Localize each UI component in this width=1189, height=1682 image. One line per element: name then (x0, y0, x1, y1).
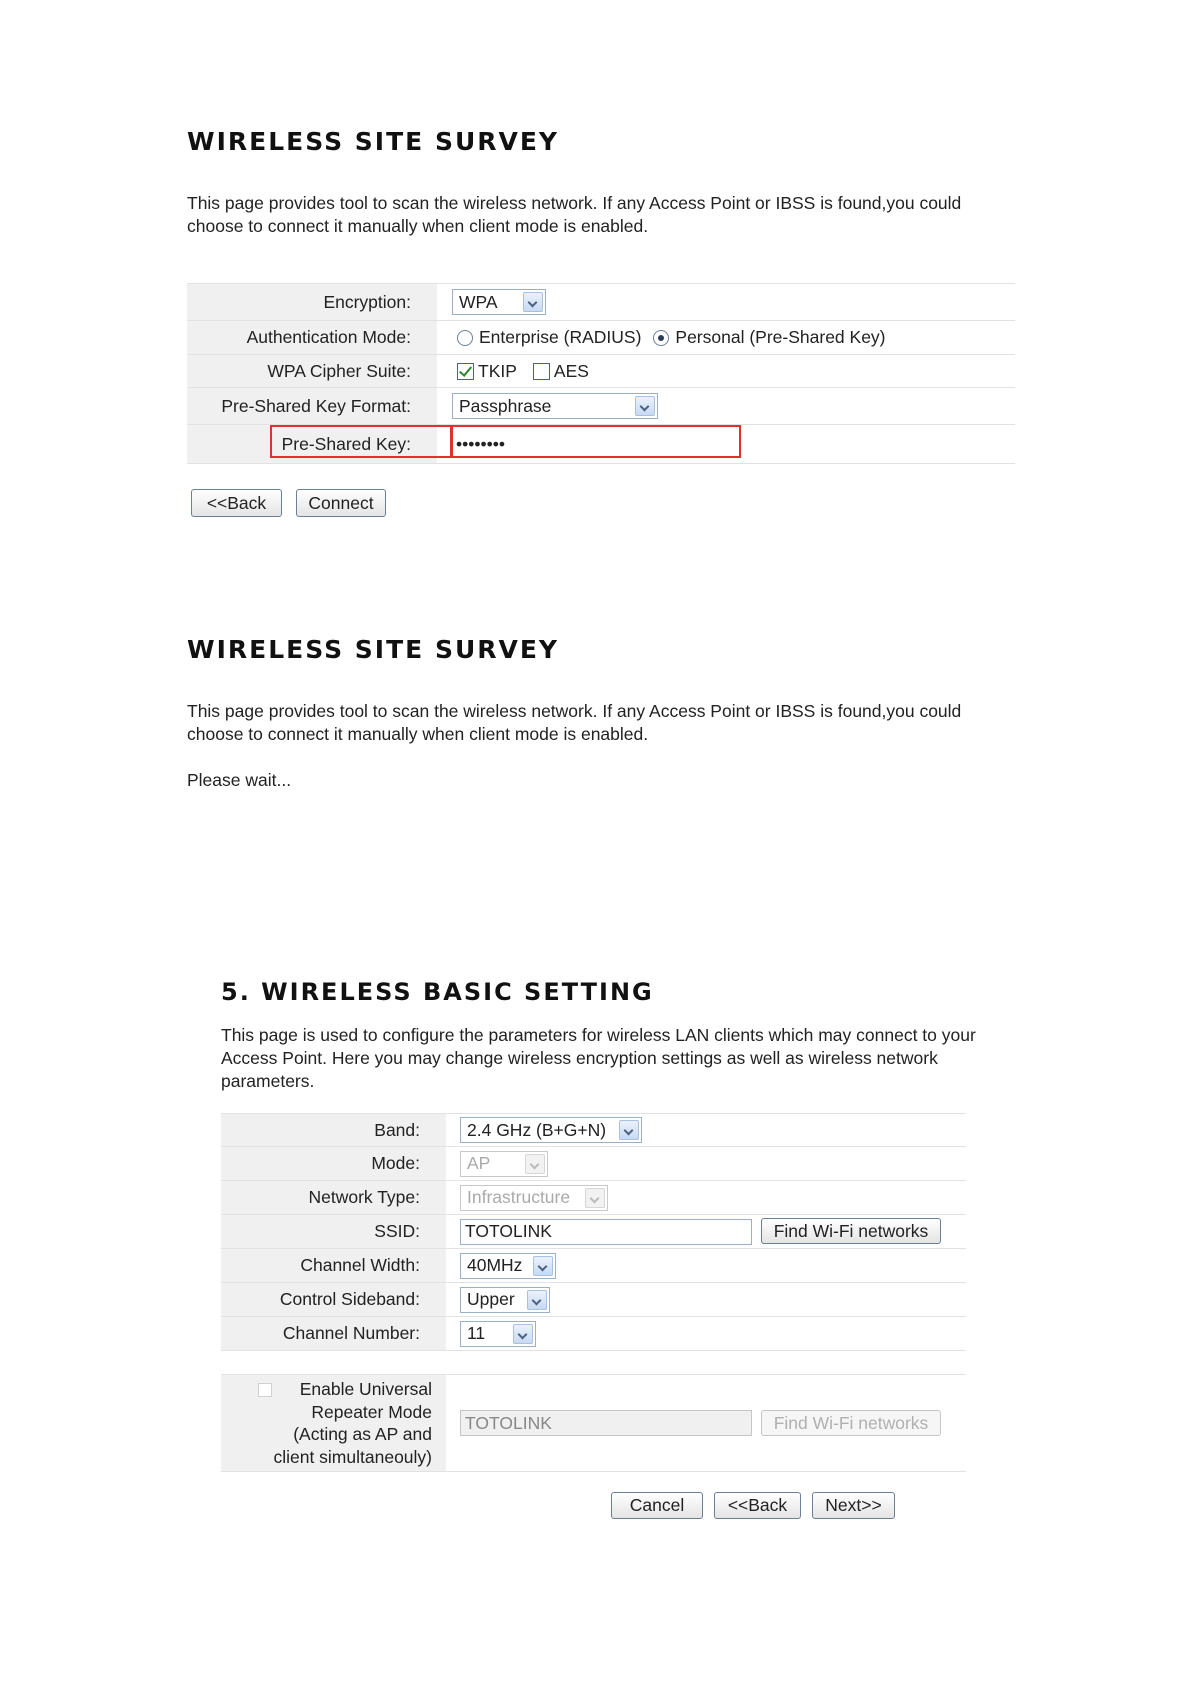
enterprise-radio-label: Enterprise (RADIUS) (479, 327, 642, 347)
repeater-find-wifi-button[interactable]: Find Wi-Fi networks (761, 1410, 941, 1436)
control-sideband-label: Control Sideband: (221, 1283, 446, 1316)
aes-label: AES (553, 360, 589, 381)
mode-select[interactable] (460, 1151, 548, 1177)
psk-label-highlight (270, 425, 452, 458)
channel-number-select[interactable] (460, 1321, 536, 1347)
chevron-down-icon (525, 1154, 545, 1174)
back-button[interactable]: <<Back (191, 489, 282, 517)
tkip-label: TKIP (478, 360, 517, 381)
chevron-down-icon[interactable] (635, 396, 655, 416)
network-type-label: Network Type: (221, 1181, 446, 1214)
channel-number-row (221, 1317, 966, 1351)
site-survey-panel-2 (0, 560, 1189, 920)
page-title: WIRELESS SITE SURVEY (187, 127, 560, 156)
channel-width-label: Channel Width: (221, 1249, 446, 1282)
control-sideband-select[interactable] (460, 1287, 550, 1313)
network-type-select[interactable] (460, 1185, 608, 1211)
psk-format-row (187, 388, 1015, 425)
psk-format-value: Passphrase (459, 395, 552, 416)
chevron-down-icon[interactable] (527, 1290, 547, 1310)
repeater-label-cell (221, 1375, 446, 1471)
channel-width-row (221, 1249, 966, 1283)
cipher-suite-label: WPA Cipher Suite: (187, 355, 437, 387)
repeater-label: Enable Universal Repeater Mode (Acting as AP and client simultaneouly) (273, 1379, 432, 1467)
repeater-row (221, 1375, 966, 1472)
repeater-checkbox[interactable] (258, 1383, 272, 1397)
enterprise-radio[interactable] (457, 330, 473, 346)
back-button[interactable]: <<Back (714, 1492, 801, 1519)
psk-format-label: Pre-Shared Key Format: (187, 388, 437, 424)
mode-row (221, 1147, 966, 1181)
page-description: This page provides tool to scan the wireless network. If any Access Point or IBSS is found,you could choose to connect it manually when client mode is enabled. (187, 193, 962, 236)
chevron-down-icon[interactable] (619, 1120, 639, 1140)
chevron-down-icon[interactable] (533, 1256, 553, 1276)
channel-number-label: Channel Number: (221, 1317, 446, 1350)
page-title: 5. WIRELESS BASIC SETTING (221, 978, 654, 1006)
status-text: Please wait... (187, 770, 292, 790)
tkip-checkbox[interactable] (457, 363, 474, 380)
find-wifi-button[interactable]: Find Wi-Fi networks (761, 1218, 941, 1244)
band-select[interactable] (460, 1117, 642, 1143)
encryption-label: Encryption: (187, 284, 437, 320)
network-type-row (221, 1181, 966, 1215)
cancel-button[interactable]: Cancel (611, 1492, 703, 1519)
page-title: WIRELESS SITE SURVEY (187, 635, 560, 664)
personal-radio[interactable] (653, 330, 669, 346)
control-sideband-value: Upper (467, 1289, 515, 1309)
chevron-down-icon (585, 1188, 605, 1208)
wireless-basic-setting-panel (0, 960, 1189, 1520)
ssid-row (221, 1215, 966, 1249)
page-description: This page provides tool to scan the wireless network. If any Access Point or IBSS is found,you could choose to connect it manually when client mode is enabled. (187, 701, 962, 744)
personal-radio-label: Personal (Pre-Shared Key) (675, 327, 886, 347)
aes-checkbox[interactable] (533, 363, 550, 380)
encryption-row (187, 284, 1015, 321)
mode-label: Mode: (221, 1147, 446, 1180)
band-label: Band: (221, 1114, 446, 1146)
repeater-ssid-input[interactable]: TOTOLINK (460, 1410, 752, 1436)
chevron-down-icon[interactable] (513, 1324, 533, 1344)
repeater-label-wrap (232, 1378, 432, 1468)
channel-width-value: 40MHz (467, 1255, 523, 1275)
page-description: This page is used to configure the parameters for wireless LAN clients which may connect to your Access Point. Here you may change wireless encryption settings as well as wireless network parameters. (221, 1025, 976, 1091)
cipher-suite-row (187, 355, 1015, 388)
control-sideband-row (221, 1283, 966, 1317)
psk-input[interactable]: •••••••• (452, 431, 737, 457)
psk-label: Pre-Shared Key: (187, 425, 437, 463)
connect-button[interactable]: Connect (296, 489, 386, 517)
band-row (221, 1114, 966, 1147)
auth-mode-row (187, 321, 1015, 355)
channel-width-select[interactable] (460, 1253, 556, 1279)
mode-value: AP (467, 1153, 491, 1173)
band-value: 2.4 GHz (B+G+N) (467, 1119, 607, 1140)
auth-mode-label: Authentication Mode: (187, 321, 437, 354)
encryption-select[interactable] (452, 289, 546, 315)
chevron-down-icon[interactable] (523, 292, 543, 312)
ssid-input[interactable]: TOTOLINK (460, 1219, 752, 1245)
next-button[interactable]: Next>> (812, 1492, 895, 1519)
site-survey-panel-1 (0, 0, 1189, 560)
channel-number-value: 11 (467, 1323, 486, 1343)
encryption-value: WPA (459, 291, 498, 312)
ssid-label: SSID: (221, 1215, 446, 1248)
psk-format-select[interactable] (452, 393, 658, 419)
network-type-value: Infrastructure (467, 1187, 571, 1207)
psk-input-highlight (451, 425, 741, 458)
repeater-table (221, 1374, 966, 1472)
basic-settings-table (221, 1113, 966, 1351)
